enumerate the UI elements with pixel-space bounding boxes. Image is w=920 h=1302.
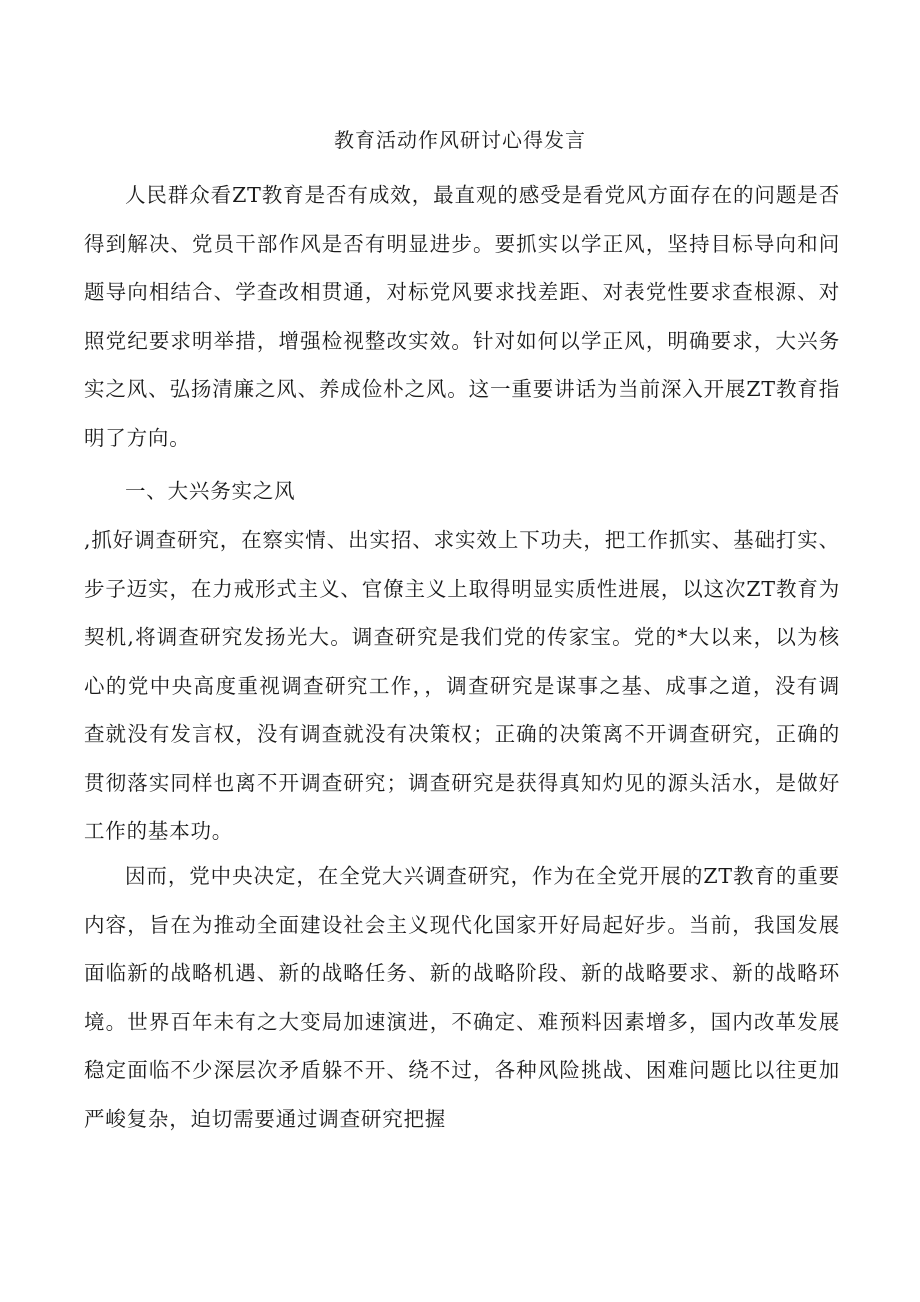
body-paragraph: 人民群众看ZT教育是否有成效，最直观的感受是看党风方面存在的问题是否得到解决、党员干部作风是否有明显进步。要抓实以学正风，坚持目标导向和问题导向相结合、学查改相贯通，对标党风要求找差距、对表党性要求查根源、对照党纪要求明举措，增强检视整改实效。针对如何以学正风，明确要求，大兴务实之风、弘扬清廉之风、养成俭朴之风。这一重要讲话为当前深入开展ZT教育指明了方向。: [84, 183, 840, 450]
section-heading: 一、大兴务实之风: [125, 479, 296, 503]
document-title: 教育活动作风研讨心得发言: [334, 128, 586, 152]
body-paragraph: 因而，党中央决定，在全党大兴调查研究，作为在全党开展的ZT教育的重要内容，旨在为推动全面建设社会主义现代化国家开好局起好步。当前，我国发展面临新的战略机遇、新的战略任务、新的战略阶段、新的战略要求、新的战略环境。世界百年未有之大变局加速演进，不确定、难预料因素增多，国内改革发展稳定面临不少深层次矛盾躲不开、绕不过，各种风险挑战、困难问题比以往更加严峻复杂，迫切需要通过调查研究把握: [84, 864, 840, 1131]
body-paragraph: ,抓好调查研究，在察实情、出实招、求实效上下功夫，把工作抓实、基础打实、步子迈实，在力戒形式主义、官僚主义上取得明显实质性进展，以这次ZT教育为契机,将调查研究发扬光大。调查研究是我们党的传家宝。党的*大以来，以为核心的党中央高度重视调查研究工作，，调查研究是谋事之基、成事之道，没有调查就没有发言权，没有调查就没有决策权；正确的决策离不开调查研究，正确的贯彻落实同样也离不开调查研究；调查研究是获得真知灼见的源头活水，是做好工作的基本功。: [84, 528, 840, 843]
